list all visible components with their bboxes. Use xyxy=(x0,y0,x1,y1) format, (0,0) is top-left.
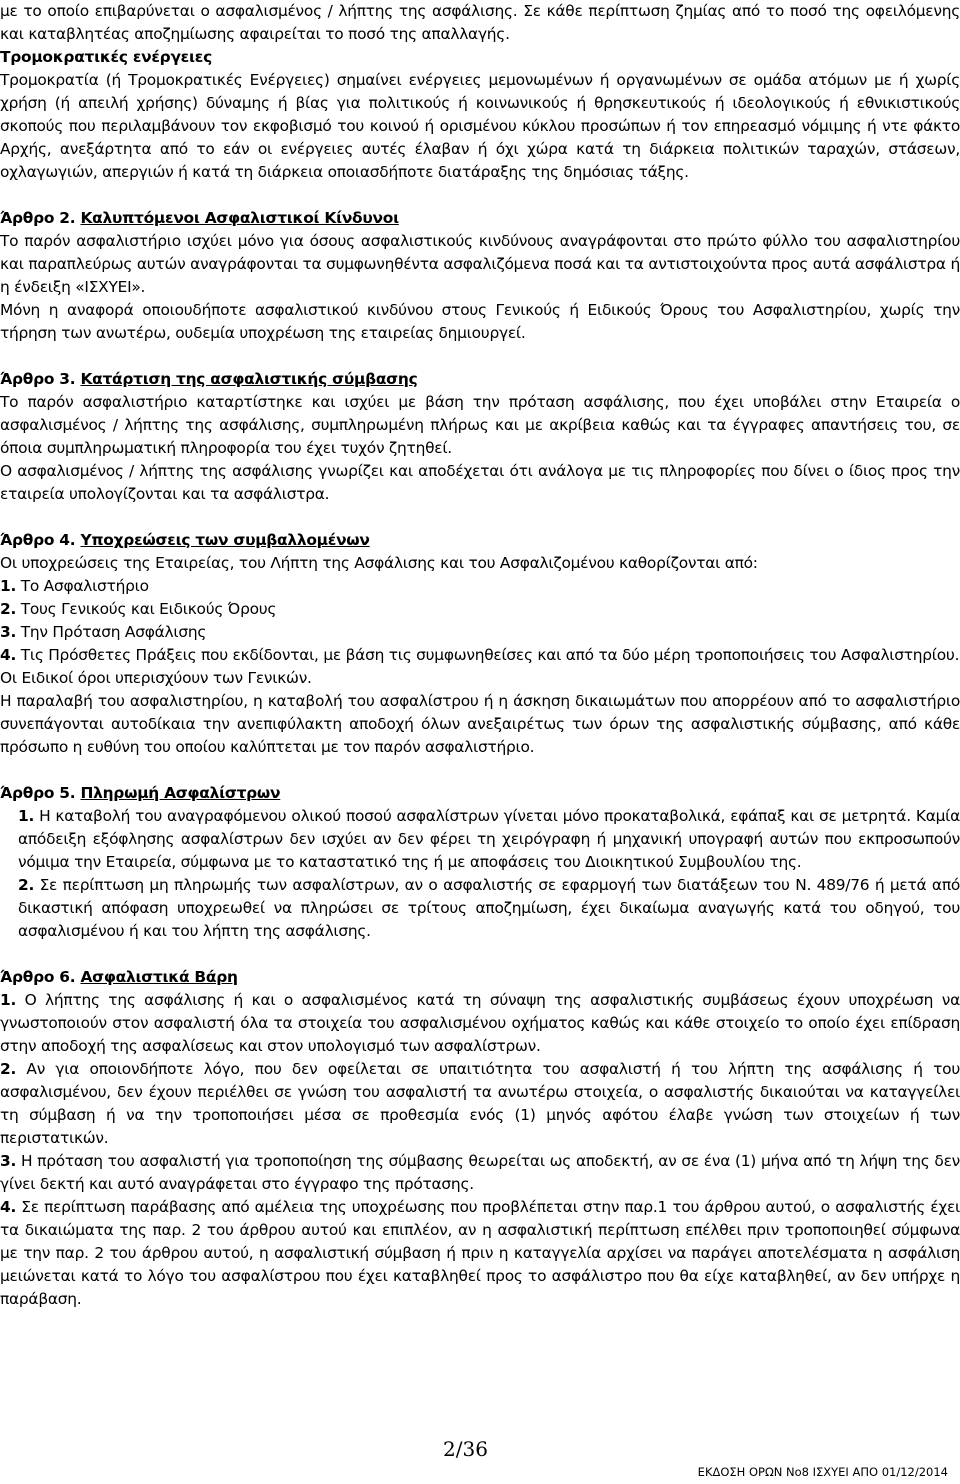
article-6-item xyxy=(0,1196,960,1311)
list-item-text: Σε περίπτωση μη πληρωμής των ασφαλίστρων, αν ο ασφαλιστής σε εφαρμογή των διατάξεων του Ν. 489/76 ή μετά από δικαστική απόφαση υποχρεωθεί να πληρώσει σε τρίτους αποζημίωση, έχει δικαίωμα αναγωγής κατά του οδηγού, του ασφαλισμένου ή και του λήπτη της ασφάλισης. xyxy=(18,876,960,940)
article-6-item xyxy=(0,1058,960,1150)
terror-paragraph: Τρομοκρατία (ή Τρομοκρατικές Ενέργειες) σημαίνει ενέργειες μεμονωμένων ή οργανωμένων σε ομάδα ατόμων με ή χωρίς χρήση (ή απειλή χρήσης) δύναμης ή βίας για πολιτικούς ή κοινωνικούς ή θρησκευτικούς ή ιδεολογικούς ή εθνικιστικούς σκοπούς που περιλαμβάνουν τον εκφοβισμό του κοινού ή ορισμένου κύκλου προσώπων ή τον επηρεασμό νόμιμης ή ντε φάκτο Αρχής, ανεξάρτητα από το εάν οι ενέργειες αυτές έλαβαν ή όχι χώρα κατά τη διάρκεια πολιτικών ταραχών, στάσεων, οχλαγωγιών, απεργιών ή κατά τη διάρκεια οποιασδήποτε διατάραξης της δημόσιας τάξης. xyxy=(0,71,960,181)
list-item-number: 1. xyxy=(0,991,17,1009)
list-item-text: Την Πρόταση Ασφάλισης xyxy=(16,623,207,641)
article-6-item xyxy=(0,1150,960,1196)
list-item-text: Τους Γενικούς και Ειδικούς Όρους xyxy=(16,600,277,618)
article-5-label: Άρθρο 5. xyxy=(0,784,81,802)
article-3-heading xyxy=(0,368,960,391)
list-item-number: 3. xyxy=(0,1152,17,1170)
article-5-heading xyxy=(0,782,960,805)
article-2-paragraph-2: Μόνη η αναφορά οποιουδήποτε ασφαλιστικού κινδύνου στους Γενικούς ή Ειδικούς Όρους του Ασφαλιστηρίου, χωρίς την τήρηση των ανωτέρω, ουδεμία υποχρέωση της εταιρείας δημιουργεί. xyxy=(0,301,960,342)
list-item-text: Ο λήπτης της ασφάλισης ή και ο ασφαλισμένος κατά τη σύναψη της ασφαλιστικής συμβάσεως έχουν υποχρέωση να γνωστοποιούν στον ασφαλιστή όλα τα στοιχεία του ασφαλισμένου οχήματος καθώς και κάθε στοιχείο το οποίο έχει επίδραση στην αποδοχή της ασφαλίσεως και στον υπολογισμό των ασφαλίστρων. xyxy=(0,991,960,1055)
list-item-number: 1. xyxy=(18,807,35,825)
article-4-paragraph-3: Η παραλαβή του ασφαλιστηρίου, η καταβολή του ασφαλίστρου ή η άσκηση δικαιωμάτων που απορρέουν από το ασφαλιστήριο συνεπάγονται αυτοδίκαια την ανεπιφύλακτη αποδοχή όλων ανεξαιρέτως των όρων της ασφαλιστικής σύμβασης, από κάθε πρόσωπο η ευθύνη του οποίου καλύπτεται με τον παρόν ασφαλιστήριο. xyxy=(0,692,960,756)
list-item-text: Αν για οποιονδήποτε λόγο, που δεν οφείλεται σε υπαιτιότητα του ασφαλιστή ή του λήπτη της ασφάλισης ή του ασφαλισμένου, δεν έχουν περιέλθει σε γνώση του ασφαλιστή τα ανωτέρω στοιχεία, ο ασφαλιστής δικαιούται να καταγγείλει τη σύμβαση ή να την τροποποιήσει μέσα σε προθεσμία ενός (1) μηνός αφότου έλαβε γνώση των στοιχείων ή των περιστατικών. xyxy=(0,1060,960,1147)
list-item-text: Η καταβολή του αναγραφόμενου ολικού ποσού ασφαλίστρων γίνεται μόνο προκαταβολικά, εφάπαξ και σε μετρητά. Καμία απόδειξη εξόφλησης ασφαλίστρων δεν ισχύει αν δεν φέρει τη χειρόγραφη ή μηχανική υπογραφή αυτών που εκπροσωπούν νόμιμα την Εταιρεία, σύμφωνα με το καταστατικό της ή με αποφάσεις του Διοικητικού Συμβουλίου της. xyxy=(18,807,960,871)
list-item-text: Η πρόταση του ασφαλιστή για τροποποίηση της σύμβασης θεωρείται ως αποδεκτή, αν σε ένα (1) μήνα από τη λήψη της δεν γίνει δεκτή και αυτό αναγράφεται στο έγγραφο της πρότασης. xyxy=(0,1152,960,1193)
article-5-title: Πληρωμή Ασφαλίστρων xyxy=(80,784,281,802)
article-5-item xyxy=(0,805,960,874)
article-3-title: Κατάρτιση της ασφαλιστικής σύμβασης xyxy=(80,370,418,388)
list-item-number: 2. xyxy=(0,1060,17,1078)
article-4-heading xyxy=(0,529,960,552)
article-4-title: Υποχρεώσεις των συμβαλλομένων xyxy=(80,531,370,549)
list-item-text: Τις Πρόσθετες Πράξεις που εκδίδονται, με βάση τις συμφωνηθείσες και από τα δύο μέρη τροποποιήσεις του Ασφαλιστηρίου. xyxy=(16,646,960,664)
list-item-number: 2. xyxy=(0,600,17,618)
article-2-heading xyxy=(0,207,960,230)
article-4-item xyxy=(0,621,960,644)
article-6-title: Ασφαλιστικά Βάρη xyxy=(80,968,238,986)
article-2-label: Άρθρο 2. xyxy=(0,209,81,227)
article-3-paragraph-2: Ο ασφαλισμένος / λήπτης της ασφάλισης γνωρίζει και αποδέχεται ότι ανάλογα με τις πληροφορίες που δίνει ο ίδιος προς την εταιρεία υπολογίζονται και τα ασφάλιστρα. xyxy=(0,462,960,503)
top-paragraph: με το οποίο επιβαρύνεται ο ασφαλισμένος / λήπτης της ασφάλισης. Σε κάθε περίπτωση ζημίας από το ποσό της οφειλόμενης και καταβλητέας αποζημίωσης αφαιρείται το ποσό της απαλλαγής. xyxy=(0,2,960,43)
list-item-number: 3. xyxy=(0,623,17,641)
list-item-number: 2. xyxy=(18,876,35,894)
article-4-item xyxy=(0,598,960,621)
article-6-item xyxy=(0,989,960,1058)
terror-heading: Τρομοκρατικές ενέργειες xyxy=(0,48,212,66)
article-4-paragraph-2: Οι Ειδικοί όροι υπερισχύουν των Γενικών. xyxy=(0,669,312,687)
footer-edition: ΕΚΔΟΣΗ ΟΡΩΝ Νο8 ΙΣΧΥΕΙ ΑΠΟ 01/12/2014 xyxy=(697,1465,948,1479)
article-6-heading xyxy=(0,966,960,989)
article-3-paragraph-1: Το παρόν ασφαλιστήριο καταρτίστηκε και ισχύει με βάση την πρόταση ασφάλισης, που έχει υποβάλει στην Εταιρεία ο ασφαλισμένος / λήπτης της ασφάλισης, συμπληρωμένη πλήρως και με ακρίβεια καθώς και τα έγγραφες απαντήσεις του, σε όποια συμπληρωματική πληροφορία του έχει τυχόν ζητηθεί. xyxy=(0,393,960,457)
article-4-item xyxy=(0,644,960,667)
list-item-number: 4. xyxy=(0,646,17,664)
article-5-item xyxy=(0,874,960,943)
list-item-text: Σε περίπτωση παράβασης από αμέλεια της υποχρέωσης που προβλέπεται στην παρ.1 του άρθρου αυτού, ο ασφαλιστής έχει τα δικαιώματα της παρ. 2 του άρθρου αυτού και επιπλέον, αν η ασφαλιστική περίπτωση επέλθει πριν τροποποιηθεί σύμφωνα με την παρ. 2 του άρθρου αυτού, η ασφαλιστική σύμβαση ή πριν η καταγγελία αρχίσει να παράγει αποτελέσματα η ασφάλιση μειώνεται κατά το λόγο του ασφαλίστρου που έχει καταβληθεί προς το ασφάλιστρο που θα είχε καταβληθεί, αν δεν υπήρχε η παράβαση. xyxy=(0,1198,960,1308)
article-4-label: Άρθρο 4. xyxy=(0,531,81,549)
list-item-number: 4. xyxy=(0,1198,17,1216)
article-4-item xyxy=(0,575,960,598)
list-item-number: 1. xyxy=(0,577,17,595)
article-2-paragraph-1: Το παρόν ασφαλιστήριο ισχύει μόνο για όσους ασφαλιστικούς κινδύνους αναγράφονται στο πρώτο φύλλο του ασφαλιστηρίου και παραπλεύρως αυτών αναγράφονται τα συμφωνηθέντα ασφαλιζόμενα ποσά και τα αντιστοιχούντα προς αυτά ασφάλιστρα ή η ένδειξη «ΙΣΧΥΕΙ». xyxy=(0,232,960,296)
article-3-label: Άρθρο 3. xyxy=(0,370,81,388)
article-2-title: Καλυπτόμενοι Ασφαλιστικοί Κίνδυνοι xyxy=(80,209,399,227)
article-6-label: Άρθρο 6. xyxy=(0,968,81,986)
article-4-intro: Οι υποχρεώσεις της Εταιρείας, του Λήπτη της Ασφάλισης και του Ασφαλιζομένου καθορίζονται από: xyxy=(0,554,758,572)
list-item-text: Το Ασφαλιστήριο xyxy=(16,577,149,595)
page-number: 2/36 xyxy=(443,1437,488,1461)
